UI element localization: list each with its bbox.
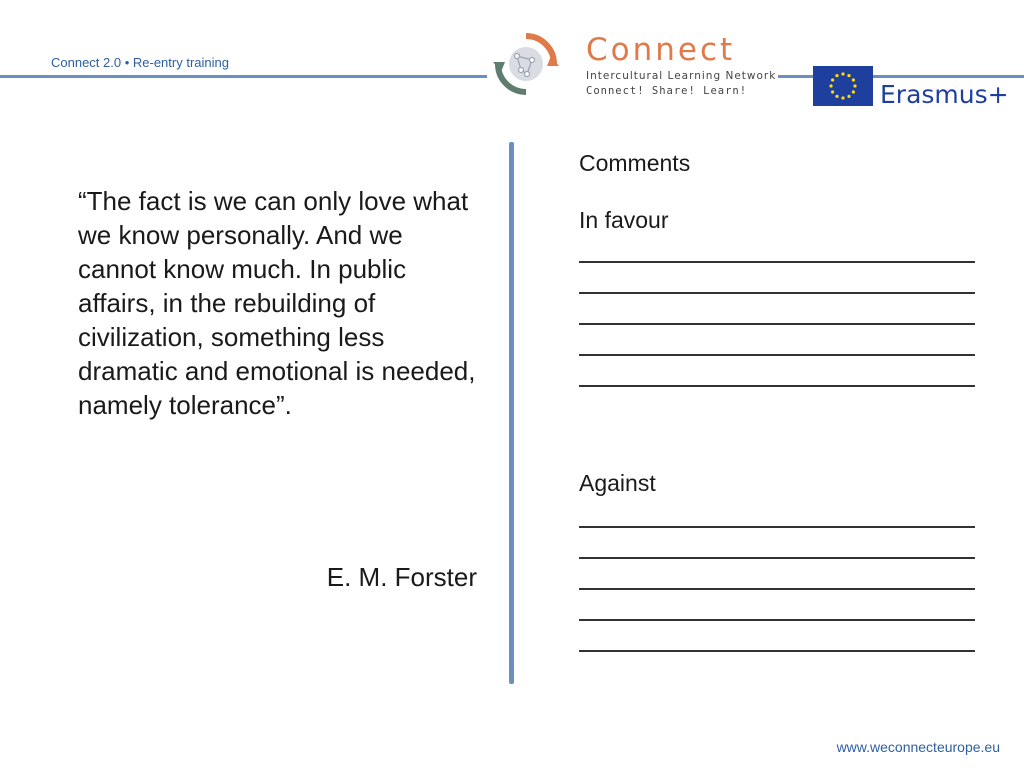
quote-author: E. M. Forster: [326, 562, 477, 592]
eu-star-icon: [852, 90, 855, 93]
in-favour-line: [579, 298, 975, 325]
against-line: [579, 563, 975, 590]
connect-logo-title: Connect: [586, 32, 736, 68]
against-line: [579, 594, 975, 621]
in-favour-line: [579, 329, 975, 356]
erasmus-logo-label: Erasmus+: [880, 80, 1009, 109]
eu-star-icon: [841, 96, 844, 99]
header-rule-left: [0, 75, 487, 78]
footer-url[interactable]: www.weconnecteurope.eu: [836, 739, 1000, 755]
eu-star-icon: [847, 95, 850, 98]
in-favour-line: [579, 267, 975, 294]
in-favour-lines: [579, 236, 979, 391]
against-line: [579, 532, 975, 559]
eu-star-icon: [829, 84, 832, 87]
eu-star-icon: [853, 84, 856, 87]
in-favour-line: [579, 236, 975, 263]
eu-star-icon: [831, 90, 834, 93]
comments-heading: Comments: [579, 150, 691, 176]
connect-logo-tagline: Connect! Share! Learn!: [586, 85, 748, 97]
column-divider: [509, 142, 514, 684]
against-line: [579, 625, 975, 652]
eu-star-icon: [841, 72, 844, 75]
against-label: Against: [579, 470, 656, 496]
breadcrumb: Connect 2.0 • Re-entry training: [51, 55, 229, 70]
connect-logo-icon: [487, 30, 565, 98]
in-favour-line: [579, 360, 975, 387]
eu-star-icon: [852, 78, 855, 81]
eu-star-icon: [835, 74, 838, 77]
against-lines: [579, 501, 979, 656]
connect-logo-subtitle: Intercultural Learning Network: [586, 70, 777, 82]
eu-star-icon: [831, 78, 834, 81]
quote-text: “The fact is we can only love what we know personally. And we cannot know much. In public affairs, in the rebuilding of civilization, something less dramatic and emotional is needed, namely tolerance”.: [78, 186, 476, 420]
against-line: [579, 501, 975, 528]
eu-star-icon: [847, 74, 850, 77]
eu-star-icon: [835, 95, 838, 98]
in-favour-label: In favour: [579, 207, 669, 233]
eu-flag-icon: [813, 66, 873, 106]
